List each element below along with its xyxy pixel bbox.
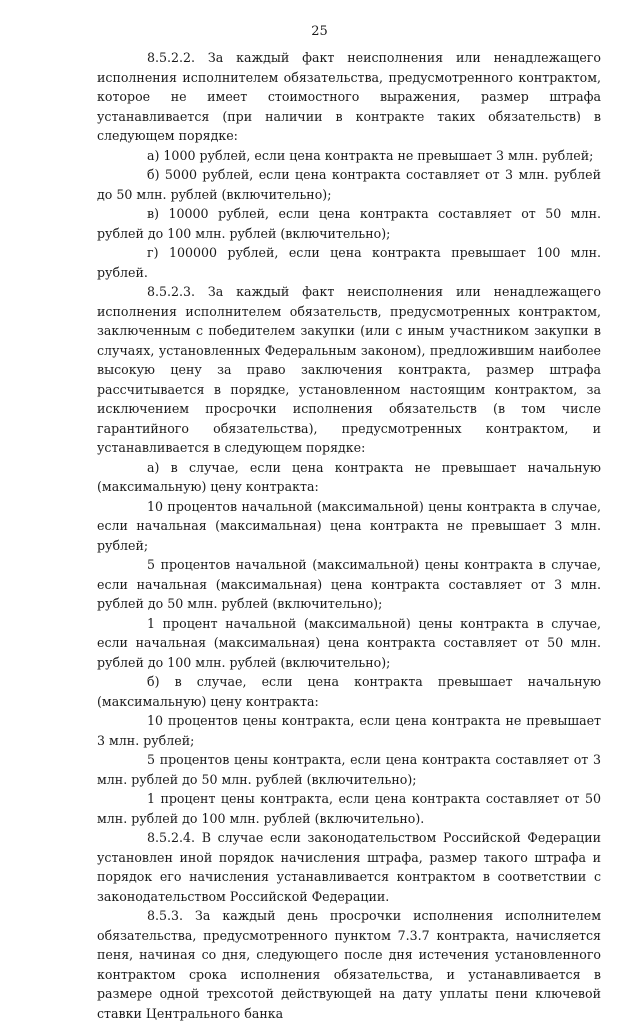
- paragraph-case-b-10-percent: 10 процентов цены контракта, если цена контракта не превышает 3 млн. рублей;: [97, 713, 601, 748]
- paragraph-8-5-2-3: 8.5.2.3. За каждый факт неисполнения или ненадлежащего исполнения исполнителем обязательств, предусмотренных контрактом, заключенным с победителем закупки (или с иным участником закупки в случаях, установленных Федеральным законом), предложившим наиболее высокую цену за право заключения контракта, размер штрафа рассчитывается в порядке, установленном настоящим контрактом, за исключением просрочки исполнения обязательств (в том числе гарантийного обязательства), предусмотренных контрактом, и устанавливается в следующем порядке:: [97, 284, 601, 455]
- paragraph-item-a: а) 1000 рублей, если цена контракта не превышает 3 млн. рублей;: [147, 147, 594, 163]
- paragraph-item-g: г) 100000 рублей, если цена контракта превышает 100 млн. рублей.: [97, 245, 601, 280]
- paragraph-case-b: б) в случае, если цена контракта превышает начальную (максимальную) цену контракта:: [97, 674, 601, 709]
- paragraph-case-b-5-percent: 5 процентов цены контракта, если цена контракта составляет от 3 млн. рублей до 50 млн. рублей (включительно);: [97, 752, 601, 787]
- paragraph-case-a-5-percent: 5 процентов начальной (максимальной) цены контракта в случае, если начальная (максимальная) цена контракта составляет от 3 млн. рублей до 50 млн. рублей (включительно);: [97, 557, 601, 611]
- page-number: 25: [311, 24, 328, 39]
- paragraph-case-a-1-percent: 1 процент начальной (максимальной) цены контракта в случае, если начальная (максимальная) цена контракта составляет от 50 млн. рублей до 100 млн. рублей (включительно);: [97, 615, 601, 670]
- paragraph-case-a: а) в случае, если цена контракта не превышает начальную (максимальную) цену контракта:: [97, 459, 601, 494]
- paragraph-item-v: в) 10000 рублей, если цена контракта составляет от 50 млн. рублей до 100 млн. рублей (включительно);: [97, 206, 601, 241]
- paragraph-8-5-2-4: 8.5.2.4. В случае если законодательством Российской Федерации установлен иной порядок начисления штрафа, размер такого штрафа и порядок его начисления устанавливается контрактом в соответствии с законодательством Российской Федерации.: [97, 830, 601, 904]
- document-body: [97, 48, 601, 1023]
- paragraph-8-5-2-2: 8.5.2.2. За каждый факт неисполнения или ненадлежащего исполнения исполнителем обязательства, предусмотренного контрактом, которое не имеет стоимостного выражения, размер штрафа устанавливается (при наличии в контракте таких обязательств) в следующем порядке:: [97, 50, 601, 143]
- paragraph-8-5-3: 8.5.3. За каждый день просрочки исполнения исполнителем обязательства, предусмотренного пунктом 7.3.7 контракта, начисляется пеня, начиная со дня, следующего после дня истечения установленного контрактом срока исполнения обязательства, и устанавливается в размере одной трехсотой действующей на дату уплаты пени ключевой ставки Центрального банка: [97, 908, 601, 1021]
- paragraph-item-b: б) 5000 рублей, если цена контракта составляет от 3 млн. рублей до 50 млн. рублей (включительно);: [97, 167, 601, 202]
- paragraph-case-b-1-percent: 1 процент цены контракта, если цена контракта составляет от 50 млн. рублей до 100 млн. рублей (включительно).: [97, 791, 601, 826]
- paragraph-case-a-10-percent: 10 процентов начальной (максимальной) цены контракта в случае, если начальная (максимальная) цена контракта не превышает 3 млн. рублей;: [97, 498, 601, 553]
